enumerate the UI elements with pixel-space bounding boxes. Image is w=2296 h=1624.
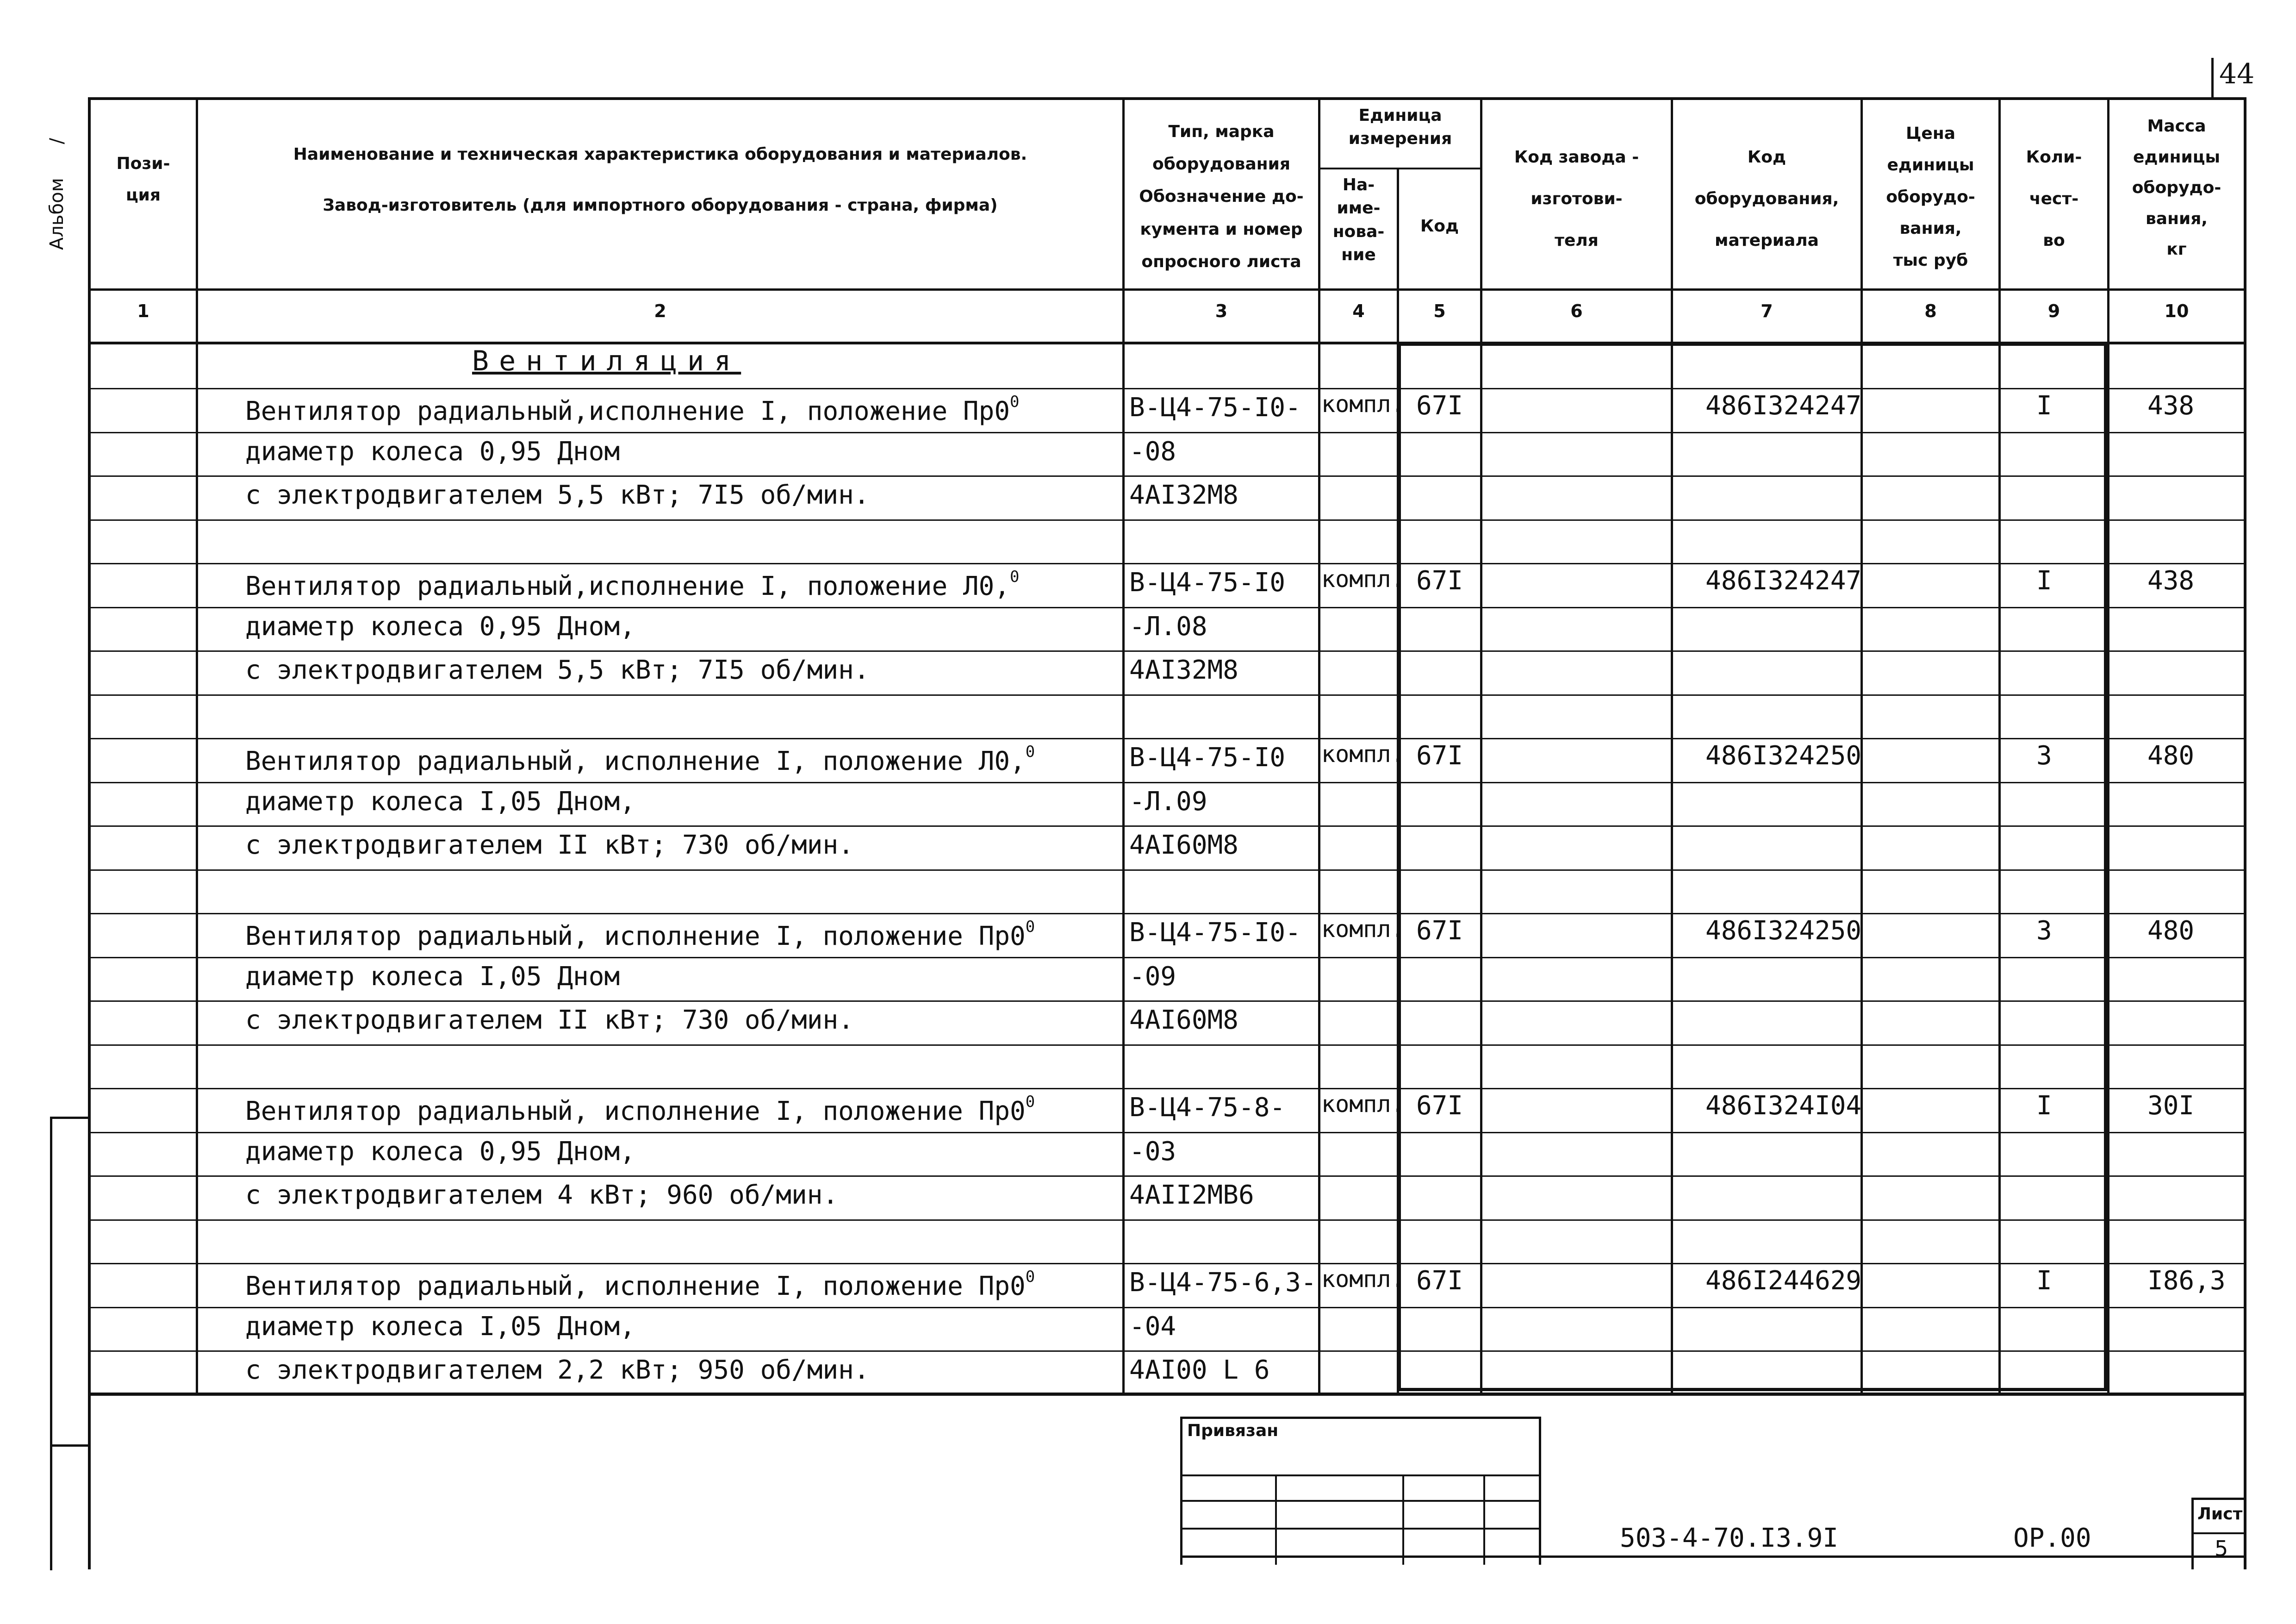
item-description-text: диаметр колеса I,05 Дном bbox=[245, 962, 620, 992]
item-type-line: 4АI60М8 bbox=[1129, 1005, 1239, 1035]
item-unit-code: 67I bbox=[1416, 566, 1463, 596]
header-price: Цена единицы оборудо- вания, тыс руб bbox=[1886, 124, 1975, 270]
item-description-line bbox=[245, 612, 635, 642]
item-type-line: -Л.09 bbox=[1129, 787, 1207, 817]
item-description-line bbox=[245, 1180, 838, 1210]
item-description-text: диаметр колеса 0,95 Дном bbox=[245, 437, 620, 467]
page-number: 44 bbox=[2219, 58, 2255, 90]
item-description-line bbox=[245, 437, 620, 467]
column-number: 10 bbox=[2164, 301, 2189, 321]
item-description-line bbox=[245, 743, 1035, 776]
item-unit: компл. bbox=[1321, 1091, 1405, 1118]
item-type-line: -09 bbox=[1129, 962, 1176, 992]
item-quantity: I bbox=[2036, 391, 2052, 421]
header-unit-code: Код bbox=[1420, 217, 1459, 236]
section-title bbox=[472, 345, 741, 377]
degree-mark: 0 bbox=[1025, 1093, 1035, 1111]
item-unit: компл. bbox=[1321, 916, 1405, 943]
item-type-line: В-Ц4-75-I0 bbox=[1129, 743, 1286, 773]
degree-mark: 0 bbox=[1025, 918, 1035, 936]
item-description-line bbox=[245, 1005, 854, 1035]
header-unit-name: На- име- нова- ние bbox=[1332, 175, 1385, 265]
item-description-line bbox=[245, 568, 1020, 601]
item-quantity: 3 bbox=[2036, 741, 2052, 771]
item-description-line bbox=[245, 918, 1035, 951]
header-plant-code: Код завода - изготови- теля bbox=[1514, 148, 1639, 250]
header-type: Тип, марка оборудования Обозначение до- кумента и номер опросного листа bbox=[1139, 122, 1304, 271]
stamp-label: Привязан bbox=[1187, 1421, 1279, 1440]
item-unit-code: 67I bbox=[1416, 916, 1463, 946]
item-unit-code: 67I bbox=[1416, 391, 1463, 421]
item-description-text: диаметр колеса 0,95 Дном, bbox=[245, 612, 635, 642]
column-number: 7 bbox=[1761, 301, 1773, 321]
side-label-slash: / bbox=[46, 137, 68, 144]
degree-mark: 0 bbox=[1010, 393, 1020, 411]
item-mass: 480 bbox=[2147, 741, 2195, 771]
sheet-number: 5 bbox=[2215, 1536, 2228, 1561]
document-suffix: ОР.00 bbox=[2013, 1523, 2091, 1553]
degree-mark: 0 bbox=[1010, 568, 1020, 586]
item-type-line: В-Ц4-75-I0- bbox=[1129, 918, 1301, 948]
header-position: Пози- ция bbox=[116, 154, 170, 205]
item-description-text: Вентилятор радиальный, исполнение I, положение Пр0 bbox=[245, 1096, 1026, 1126]
column-number: 9 bbox=[2047, 301, 2060, 321]
header-equipment-code: Код оборудования, материала bbox=[1694, 148, 1839, 250]
item-description-text: с электродвигателем 5,5 кВт; 7I5 об/мин. bbox=[245, 655, 870, 685]
item-type-line: -Л.08 bbox=[1129, 612, 1207, 642]
item-mass: 30I bbox=[2147, 1091, 2195, 1121]
column-number: 6 bbox=[1570, 301, 1583, 321]
item-description-line bbox=[245, 962, 620, 992]
item-description-text: с электродвигателем 4 кВт; 960 об/мин. bbox=[245, 1180, 839, 1210]
item-quantity: I bbox=[2036, 566, 2052, 596]
degree-mark: 0 bbox=[1025, 1268, 1035, 1286]
item-mass: I86,3 bbox=[2147, 1266, 2226, 1296]
item-unit: компл. bbox=[1321, 391, 1405, 418]
column-number: 1 bbox=[137, 301, 149, 321]
header-unit-group: Единица измерения bbox=[1348, 106, 1452, 149]
item-description-line bbox=[245, 1137, 635, 1167]
item-description-line bbox=[245, 787, 635, 817]
item-mass: 480 bbox=[2147, 916, 2195, 946]
header-quantity: Коли- чест- во bbox=[2026, 148, 2082, 250]
sheet-label: Лист bbox=[2197, 1505, 2243, 1524]
item-description-line bbox=[245, 480, 870, 510]
item-equipment-code: 486I324250 bbox=[1705, 916, 1862, 946]
item-type-line: 4АI32М8 bbox=[1129, 480, 1239, 510]
item-type-line: В-Ц4-75-6,3- bbox=[1129, 1268, 1317, 1298]
item-description-line bbox=[245, 1093, 1035, 1126]
header-name-line1: Наименование и техническая характеристика оборудования и материалов. bbox=[293, 145, 1027, 164]
column-number: 4 bbox=[1352, 301, 1365, 321]
item-unit-code: 67I bbox=[1416, 741, 1463, 771]
item-equipment-code: 486I324250 bbox=[1705, 741, 1862, 771]
item-quantity: I bbox=[2036, 1091, 2052, 1121]
document-code: 503-4-70.I3.9I bbox=[1620, 1523, 1839, 1553]
item-type-line: -04 bbox=[1129, 1312, 1176, 1342]
item-description-text: Вентилятор радиальный, исполнение I, положение Пр0 bbox=[245, 921, 1026, 951]
header-mass: Масса единицы оборудо- вания, кг bbox=[2132, 117, 2221, 259]
item-description-text: диаметр колеса I,05 Дном, bbox=[245, 787, 635, 817]
side-label bbox=[46, 138, 68, 250]
item-description-text: с электродвигателем 2,2 кВт; 950 об/мин. bbox=[245, 1355, 870, 1385]
item-description-line bbox=[245, 830, 854, 860]
item-description-text: Вентилятор радиальный, исполнение I, положение Л0, bbox=[245, 746, 1026, 776]
item-type-line: 4АII2МВ6 bbox=[1129, 1180, 1254, 1210]
column-number: 5 bbox=[1433, 301, 1446, 321]
header-name-line2: Завод-изготовитель (для импортного оборудования - страна, фирма) bbox=[323, 196, 998, 215]
column-number: 3 bbox=[1215, 301, 1228, 321]
item-type-line: -03 bbox=[1129, 1137, 1176, 1167]
item-equipment-code: 486I324I04 bbox=[1705, 1091, 1862, 1121]
item-description-text: Вентилятор радиальный, исполнение I, положение Пр0 bbox=[245, 1271, 1026, 1301]
item-type-line: 4АI60М8 bbox=[1129, 830, 1239, 860]
item-description-text: диаметр колеса I,05 Дном, bbox=[245, 1312, 635, 1342]
column-number: 8 bbox=[1924, 301, 1937, 321]
item-type-line: 4АI00 L 6 bbox=[1129, 1355, 1270, 1385]
item-unit: компл. bbox=[1321, 1266, 1405, 1293]
item-quantity: 3 bbox=[2036, 916, 2052, 946]
section-title-text: Вентиляция bbox=[472, 345, 741, 377]
item-description-text: с электродвигателем II кВт; 730 об/мин. bbox=[245, 830, 854, 860]
item-unit-code: 67I bbox=[1416, 1091, 1463, 1121]
item-description-line bbox=[245, 1268, 1035, 1301]
item-description-text: Вентилятор радиальный,исполнение I, положение Пр0 bbox=[245, 396, 1010, 426]
item-mass: 438 bbox=[2147, 391, 2195, 421]
item-description-line bbox=[245, 393, 1020, 426]
item-unit: компл. bbox=[1321, 566, 1405, 593]
item-quantity: I bbox=[2036, 1266, 2052, 1296]
item-description-text: с электродвигателем 5,5 кВт; 7I5 об/мин. bbox=[245, 480, 870, 510]
item-equipment-code: 486I244629 bbox=[1705, 1266, 1862, 1296]
item-description-line bbox=[245, 655, 870, 685]
item-type-line: 4АI32М8 bbox=[1129, 655, 1239, 685]
item-type-line: В-Ц4-75-I0 bbox=[1129, 568, 1286, 598]
column-number: 2 bbox=[654, 301, 666, 321]
item-description-line bbox=[245, 1312, 635, 1342]
item-description-text: Вентилятор радиальный,исполнение I, положение Л0, bbox=[245, 571, 1010, 601]
side-label-text: Альбом bbox=[46, 178, 68, 250]
item-equipment-code: 486I324247 bbox=[1705, 391, 1862, 421]
item-unit: компл. bbox=[1321, 741, 1405, 768]
item-mass: 438 bbox=[2147, 566, 2195, 596]
item-type-line: -08 bbox=[1129, 437, 1176, 467]
item-description-line bbox=[245, 1355, 870, 1385]
item-type-line: В-Ц4-75-I0- bbox=[1129, 393, 1301, 423]
item-description-text: с электродвигателем II кВт; 730 об/мин. bbox=[245, 1005, 854, 1035]
item-equipment-code: 486I324247 bbox=[1705, 566, 1862, 596]
item-unit-code: 67I bbox=[1416, 1266, 1463, 1296]
item-description-text: диаметр колеса 0,95 Дном, bbox=[245, 1137, 635, 1167]
item-type-line: В-Ц4-75-8- bbox=[1129, 1093, 1286, 1123]
degree-mark: 0 bbox=[1025, 743, 1035, 761]
